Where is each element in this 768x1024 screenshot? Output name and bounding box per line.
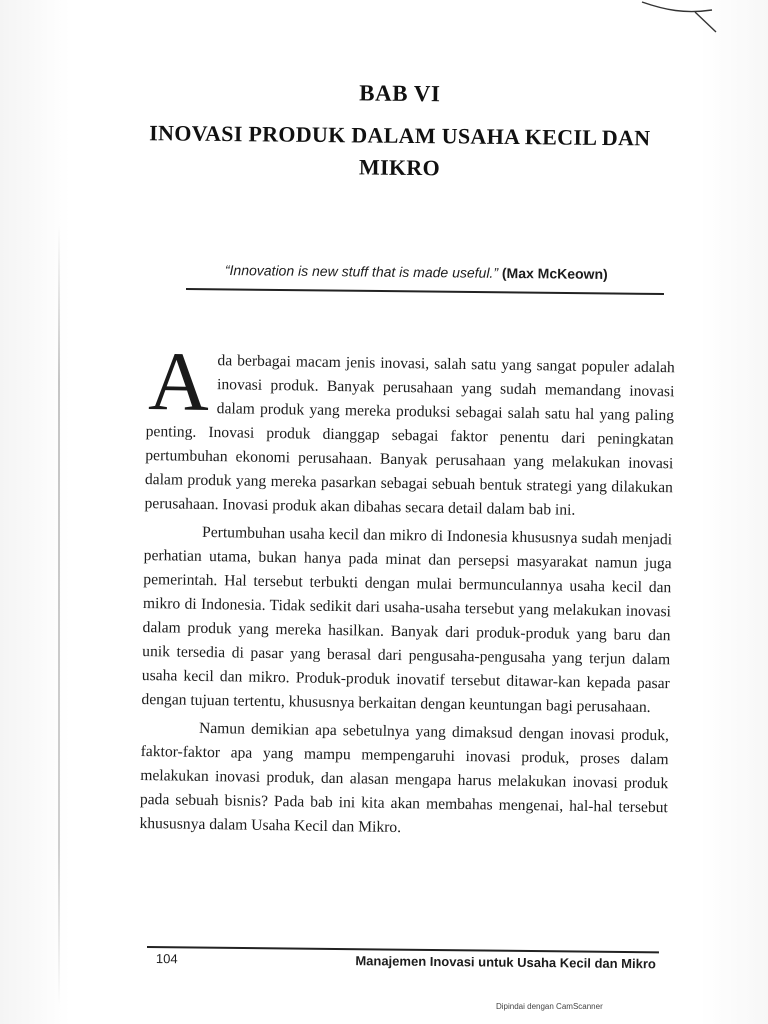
running-title: Manajemen Inovasi untuk Usaha Kecil dan Mikro [355,953,656,972]
chapter-body [139,335,675,844]
pen-mark-graphic [640,0,730,40]
drop-cap: A [147,335,210,429]
epigraph-divider [186,288,664,295]
chapter-title: INOVASI PRODUK DALAM USAHA KECIL DAN MIKRO [149,120,651,181]
page-number: 104 [155,951,178,967]
epigraph-quote: “Innovation is new stuff that is made useful.” [224,262,499,281]
paragraph-growth: Pertumbuhan usaha kecil dan mikro di Indonesia khususnya sudah menjadi perhatian utama, bukan hanya pada minat dan persepsi masyarakat namun juga pemerintah. Hal tersebut terbukti dengan mulai bermunculannya usaha kecil dan mikro di Indonesia. Tidak sedikit dari usaha-usaha tersebut yang melakukan inovasi dalam produk yang mereka hasilkan. Banyak dari produk-produk yang baru dan unik tersedia di pasar yang berasal dari pengusaha-pengusaha yang terjun dalam usaha kecil dan mikro. Produk-produk inovatif tersebut ditawar-kan kepada pasar dengan tujuan tertentu, khususnya berkaitan dengan keuntungan bagi perusahaan. [141,523,673,716]
footer-divider [147,946,659,953]
paragraph-questions: Namun demikian apa sebetulnya yang dimaksud dengan inovasi produk, faktor-faktor apa yang mampu mempengaruhi inovasi produk, proses dalam melakukan inovasi produk, dan alasan mengapa harus melakukan inovasi produk pada sebuah bisnis? Pada bab ini kita akan membahas mengenai, hal-hal tersebut khususnya dalam Usaha Kecil dan Mikro. [139,719,670,837]
paragraph-intro-text: da berbagai macam jenis inovasi, salah satu yang sangat populer adalah inovasi produk. Banyak perusahaan yang sudah memandang inovasi dalam produk yang mereka produksi sebagai salah satu hal yang paling penting. Inovasi produk dianggap sebagai faktor penentu dari peningkatan pertumbuhan ekonomi perusahaan. Banyak perusahaan yang melakukan inovasi dalam produk yang mereka pasarkan sebagai sebuah bentuk strategi yang dilakukan perusahaan. Inovasi produk akan dibahas secara detail dalam bab ini. [144,352,675,519]
paragraph-intro [144,335,675,524]
epigraph [225,262,665,283]
scanner-watermark: Dipindai dengan CamScanner [496,1002,603,1011]
chapter-number: BAB VI [359,80,441,107]
epigraph-author: (Max McKeown) [501,264,608,283]
page-binding-edge [58,225,60,1005]
